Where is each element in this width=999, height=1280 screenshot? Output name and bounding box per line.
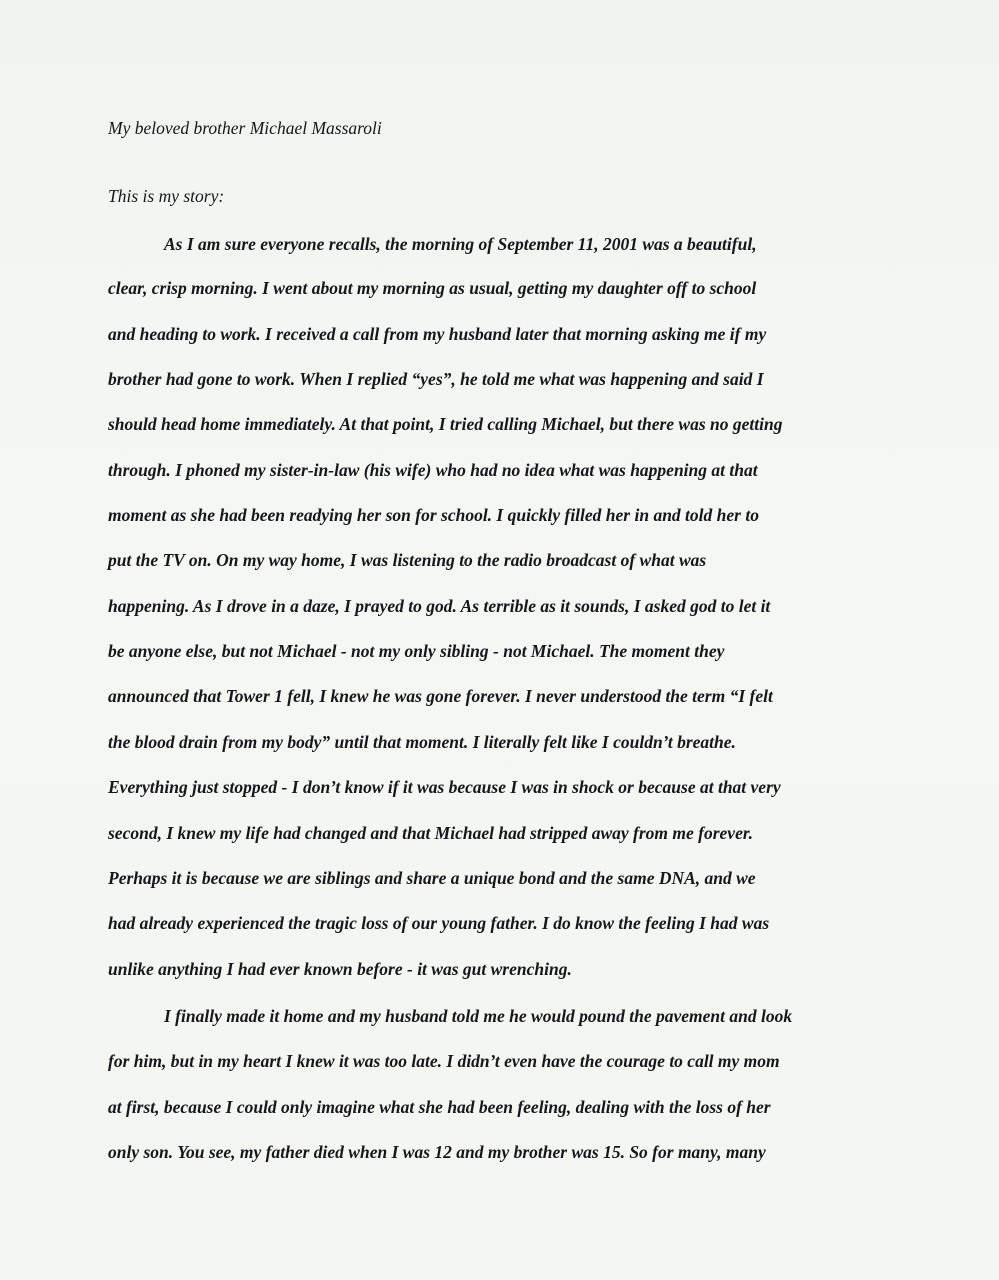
text-line: clear, crisp morning. I went about my morning as usual, getting my daughter off to school <box>108 278 757 298</box>
greeting-line: My beloved brother Michael Massaroli <box>108 118 382 138</box>
text-line: for him, but in my heart I knew it was too late. I didn’t even have the courage to call my mom <box>108 1051 780 1071</box>
text-line: Perhaps it is because we are siblings and share a unique bond and the same DNA, and we <box>108 868 756 888</box>
text-line: put the TV on. On my way home, I was listening to the radio broadcast of what was <box>108 550 707 570</box>
text-line: at first, because I could only imagine what she had been feeling, dealing with the loss of her <box>108 1097 771 1117</box>
text-line: through. I phoned my sister-in-law (his wife) who had no idea what was happening at that <box>108 460 758 480</box>
text-line: Everything just stopped - I don’t know if it was because I was in shock or because at that very <box>108 777 781 797</box>
intro-line: This is my story: <box>108 186 225 206</box>
text-line: unlike anything I had ever known before - it was gut wrenching. <box>108 959 572 979</box>
text-line: only son. You see, my father died when I was 12 and my brother was 15. So for many, many <box>108 1142 766 1162</box>
text-line: As I am sure everyone recalls, the morning of September 11, 2001 was a beautiful, <box>164 234 757 254</box>
text-line: should head home immediately. At that point, I tried calling Michael, but there was no getting <box>108 414 783 434</box>
text-line: announced that Tower 1 fell, I knew he was gone forever. I never understood the term “I felt <box>108 686 773 706</box>
text-line: and heading to work. I received a call from my husband later that morning asking me if my <box>108 324 767 344</box>
text-line: had already experienced the tragic loss of our young father. I do know the feeling I had was <box>108 913 770 933</box>
text-line: I finally made it home and my husband told me he would pound the pavement and look <box>164 1006 793 1026</box>
text-line: happening. As I drove in a daze, I prayed to god. As terrible as it sounds, I asked god to let it <box>108 596 771 616</box>
text-line: moment as she had been readying her son for school. I quickly filled her in and told her to <box>108 505 759 525</box>
text-line: second, I knew my life had changed and that Michael had stripped away from me forever. <box>108 823 754 843</box>
text-line: the blood drain from my body” until that moment. I literally felt like I couldn’t breathe. <box>108 732 736 752</box>
text-line: brother had gone to work. When I replied “yes”, he told me what was happening and said I <box>108 369 764 389</box>
text-line: be anyone else, but not Michael - not my only sibling - not Michael. The moment they <box>108 641 725 661</box>
